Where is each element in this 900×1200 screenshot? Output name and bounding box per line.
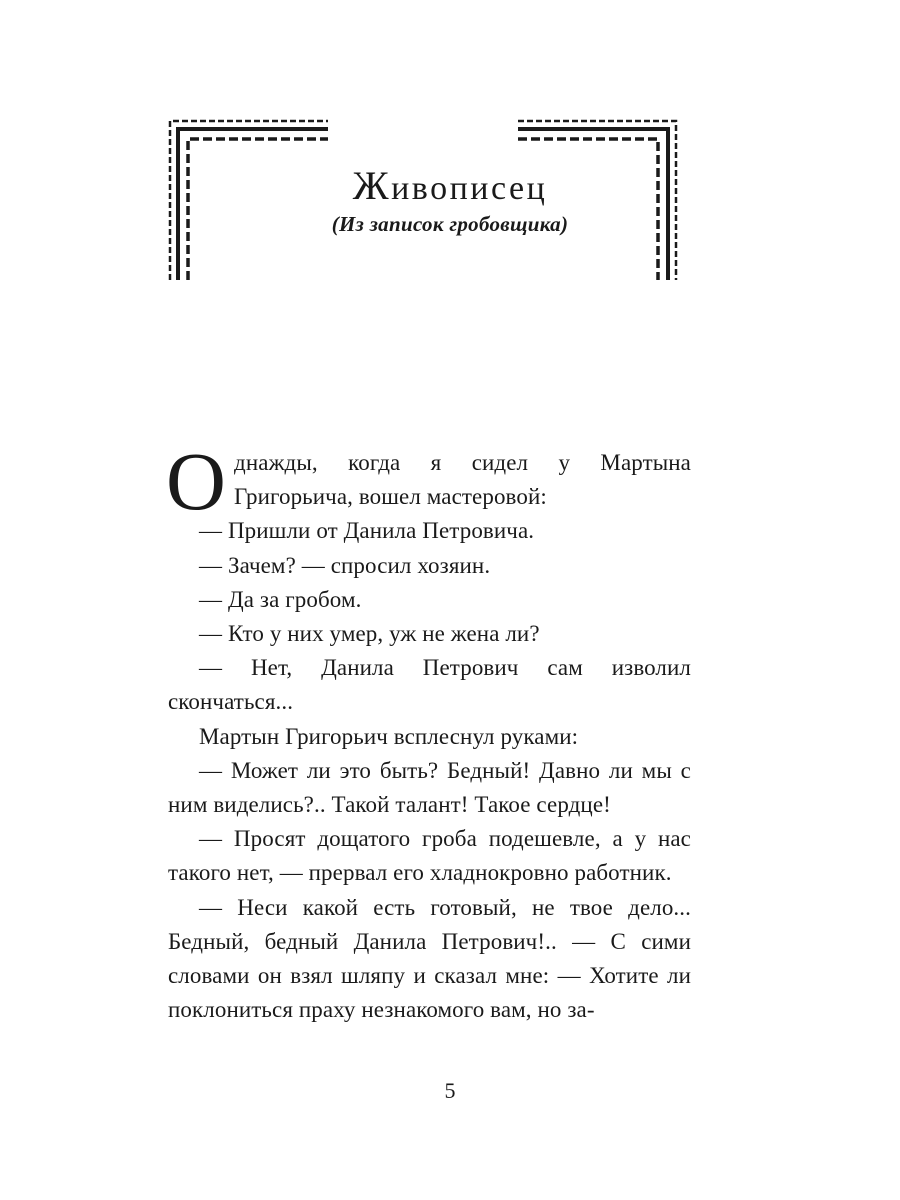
page-number: 5 [444,1078,456,1103]
ornamental-frame [0,0,900,300]
paragraph: — Неси какой есть готовый, не твое дело... Бедный, бедный Данила Петрович!.. — С сими словами он взял шляпу и сказал мне: — Хотите ли поклониться праху незнакомого вам, но за- [168,894,691,1023]
paragraph: — Нет, Данила Петрович сам изволил скончаться... [168,655,691,715]
paragraph: Мартын Григорьич всплеснул руками: [199,723,579,749]
paragraph: — Зачем? — спросил хозяин. [199,552,491,578]
paragraph: — Кто у них умер, уж не жена ли? [199,621,540,647]
paragraph-text: днажды, когда я сидел у Мартына Григорьича, вошел мастеровой: [234,450,691,510]
drop-cap: О [166,435,227,527]
title-rest: ивописец [391,170,548,207]
body-text [166,435,691,1027]
paragraph: — Пришли от Данила Петровича. [199,518,535,544]
paragraph: — Просят дощатого гроба подешевле, а у нас такого нет, — прервал его хладнокровно работник. [168,826,691,886]
chapter-subtitle: (Из записок гробовщика) [331,212,569,236]
paragraph [166,435,691,527]
frame-top-left-inner [188,139,328,280]
title-initial: Ж [352,163,392,208]
chapter-title [0,162,900,209]
frame-top-right-inner [518,139,658,280]
paragraph: — Может ли это быть? Бедный! Давно ли мы с ним виделись?.. Такой талант! Такое сердце! [168,757,691,818]
paragraph: — Да за гробом. [199,586,362,612]
